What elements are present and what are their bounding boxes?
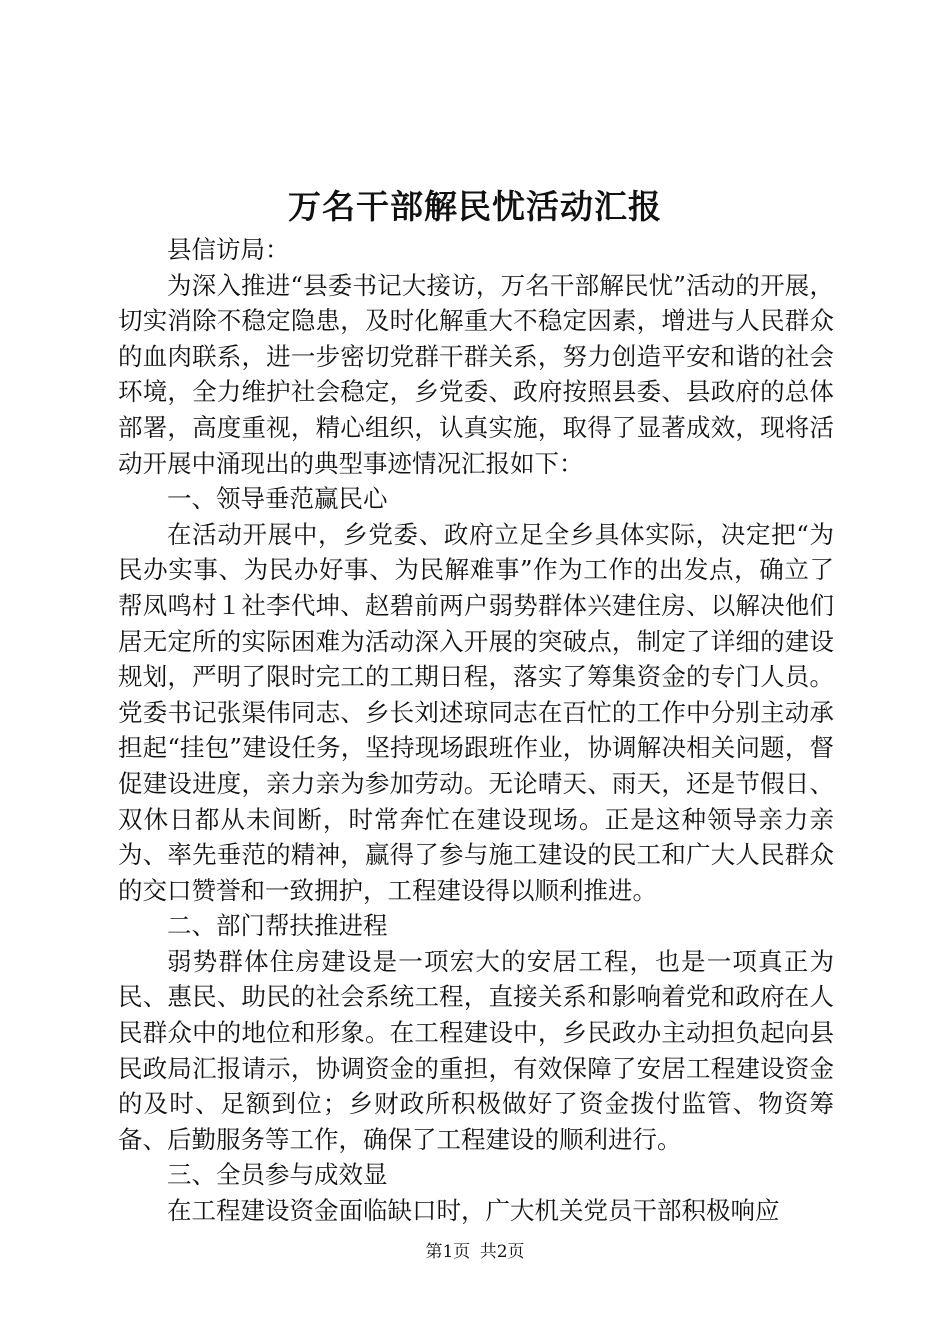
paragraph-section-2: 弱势群体住房建设是一项宏大的安居工程，也是一项真正为民、惠民、助民的社会系统工程，直接关系和影响着党和政府在人民群众中的地位和形象。在工程建设中，乡民政办主动担负起向县民政局汇报请示，协调资金的重担，有效保障了安居工程建设资金的及时、足额到位；乡财政所积极做好了资金拨付监管、物资筹备、后勤服务等工作，确保了工程建设的顺利进行。 (118, 946, 834, 1154)
paragraph-section-1: 在活动开展中，乡党委、政府立足全乡具体实际，决定把“为民办实事、为民办好事、为民解难事”作为工作的出发点，确立了帮凤鸣村１社李代坤、赵碧前两户弱势群体兴建住房、以解决他们居无定所的实际困难为活动深入开展的突破点，制定了详细的建设规划，严明了限时完工的工期日程，落实了筹集资金的专门人员。党委书记张渠伟同志、乡长刘述琼同志在百忙的工作中分别主动承担起“挂包”建设任务，坚持现场跟班作业，协调解决相关问题，督促建设进度，亲力亲为参加劳动。无论晴天、雨天，还是节假日、双休日都从未间断，时常奔忙在建设现场。正是这种领导亲力亲为、率先垂范的精神，赢得了参与施工建设的民工和广大人民群众的交口赞誉和一致拥护，工程建设得以顺利推进。 (118, 519, 834, 905)
document-title: 万名干部解民忧活动汇报 (288, 187, 662, 226)
section-heading-2: 二、部门帮扶推进程 (167, 911, 388, 941)
salutation: 县信访局： (167, 235, 290, 264)
page-footer (0, 1240, 950, 1264)
section-heading-1: 一、领导垂范赢民心 (167, 484, 388, 514)
paragraph-section-3: 在工程建设资金面临缺口时，广大机关党员干部积极响应 (167, 1196, 780, 1226)
section-heading-3: 三、全员参与成效显 (167, 1160, 388, 1190)
page-number: 第1页 (425, 1242, 471, 1262)
paragraph-intro: 为深入推进“县委书记大接访，万名干部解民忧”活动的开展，切实消除不稳定隐患，及时化解重大不稳定因素，增进与人民群众的血肉联系，进一步密切党群干群关系，努力创造平安和谐的社会环境，全力维护社会稳定，乡党委、政府按照县委、县政府的总体部署，高度重视，精心组织，认真实施，取得了显著成效，现将活动开展中涌现出的典型事迹情况汇报如下： (118, 270, 834, 478)
page-total: 共2页 (479, 1242, 525, 1262)
document-body (118, 232, 834, 1229)
